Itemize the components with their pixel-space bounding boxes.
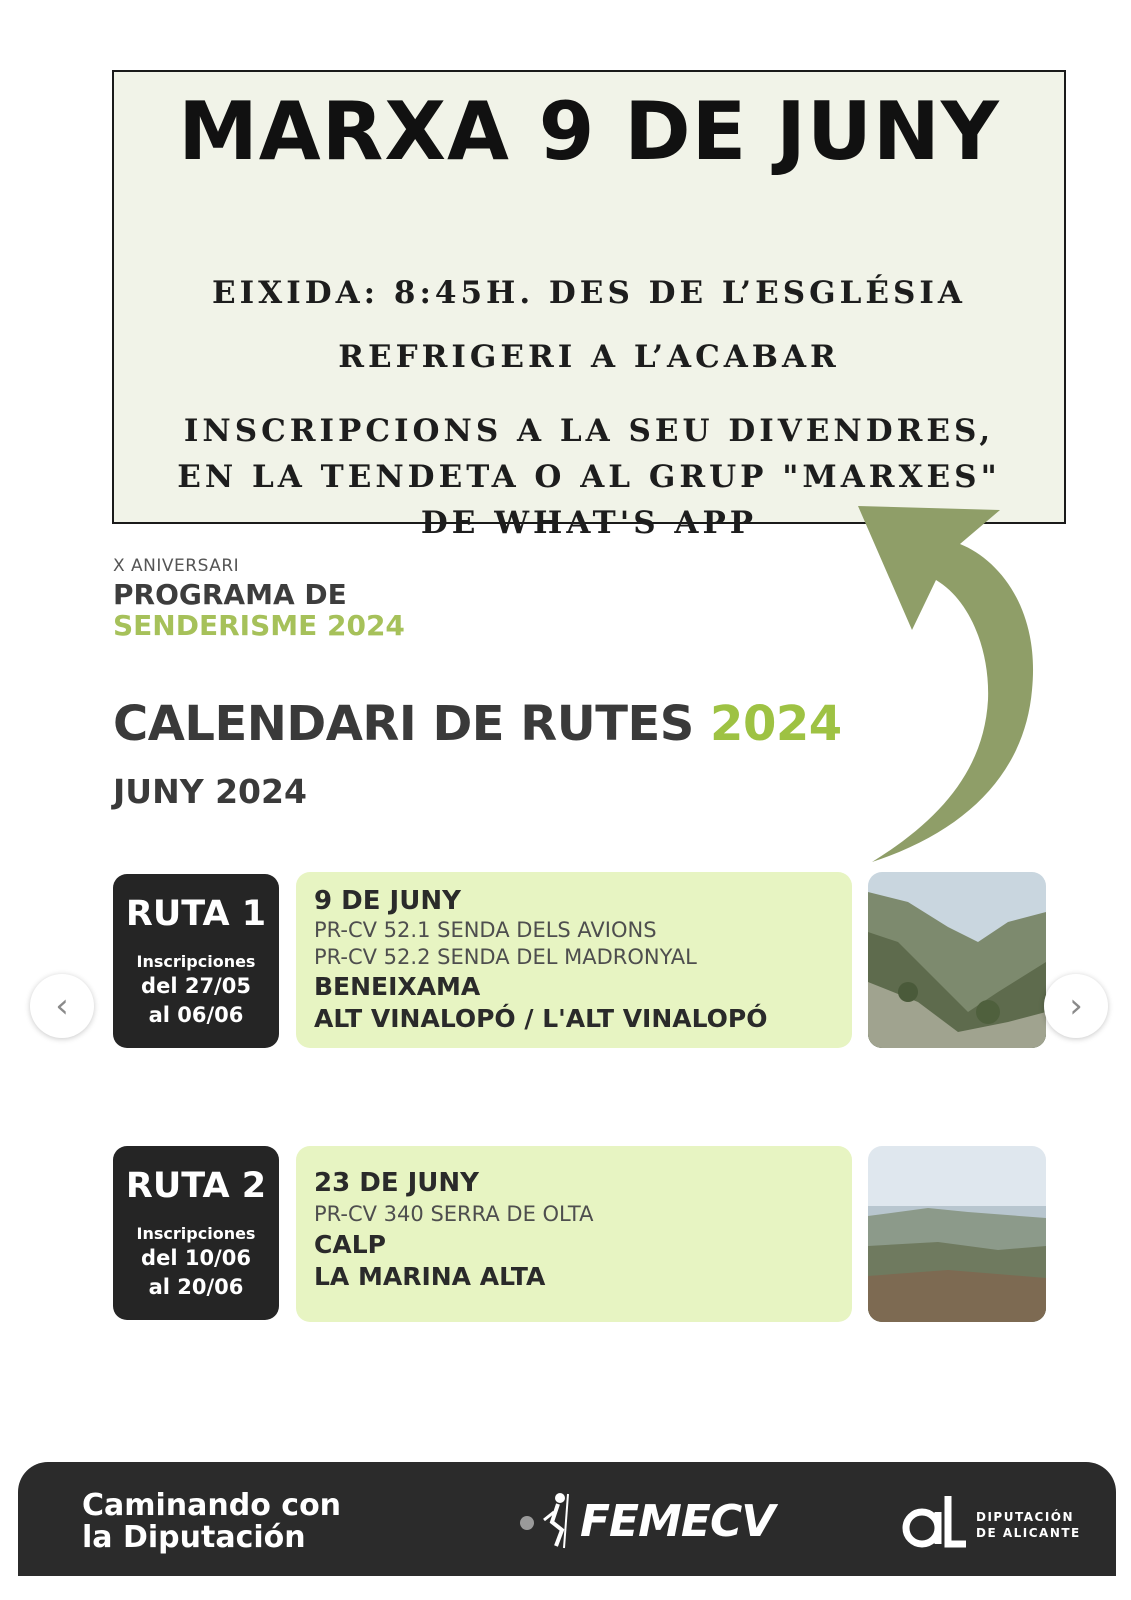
route-card-1 [296,872,852,1048]
route-registration-to: al 20/06 [148,1275,244,1299]
calendar-month: JUNY 2024 [113,772,307,811]
event-notice [112,70,1066,541]
carousel-prev-button[interactable] [30,974,94,1038]
route-registration-label: Inscripciones [136,952,256,971]
route-name: RUTA 2 [125,1166,267,1206]
calendar-title [113,696,842,752]
route-path-1: PR-CV 340 SERRA DE OLTA [314,1202,594,1226]
separator-dot [520,1516,534,1530]
route-registration-from: del 27/05 [141,974,251,998]
notice-registration-line-3: DE WHAT'S APP [420,505,758,541]
curved-arrow-icon [850,470,1080,890]
route-region: ALT VINALOPÓ / L'ALT VINALOPÓ [314,1004,768,1033]
program-title-2: SENDERISME 2024 [113,609,405,642]
notice-departure: EIXIDA: 8:45H. DES DE L’ESGLÉSIA [212,275,966,311]
notice-registration-line-2: EN LA TENDETA O AL GRUP "MARXES" [177,459,1001,495]
route-photo-1 [868,872,1046,1048]
route-badge-1 [113,874,279,1048]
route-badge-2 [113,1146,279,1320]
diputacion-name-2: DE ALICANTE [976,1526,1081,1540]
route-photo-2 [868,1146,1046,1322]
hiker-icon [538,1490,578,1550]
chevron-left-icon: ‹ [55,986,69,1026]
sponsor-footer [18,1462,1116,1576]
route-card-2 [296,1146,852,1322]
carousel-next-button[interactable] [1044,974,1108,1038]
route-region: LA MARINA ALTA [314,1262,546,1291]
route-town: CALP [314,1230,386,1259]
route-date: 23 DE JUNY [314,1168,480,1198]
notice-refreshment: REFRIGERI A L’ACABAR [338,339,840,375]
notice-title: MARXA 9 DE JUNY [178,85,1000,178]
diputacion-name-1: DIPUTACIÓN [976,1510,1075,1524]
calendar-title-text: CALENDARI DE RUTES [113,696,694,752]
program-title-1: PROGRAMA DE [113,578,347,611]
calendar-year: 2024 [710,696,842,752]
route-path-1: PR-CV 52.1 SENDA DELS AVIONS [314,918,657,942]
route-registration-label: Inscripciones [136,1224,256,1243]
route-date: 9 DE JUNY [314,886,461,916]
femecv-logo: FEMECV [580,1496,775,1547]
route-registration-to: al 06/06 [148,1003,244,1027]
route-name: RUTA 1 [125,894,267,934]
route-town: BENEIXAMA [314,972,481,1001]
route-path-2: PR-CV 52.2 SENDA DEL MADRONYAL [314,945,697,969]
route-registration-from: del 10/06 [141,1246,251,1270]
chevron-right-icon: › [1069,986,1083,1026]
anniversary-label: X ANIVERSARI [113,556,240,576]
notice-registration-line-1: INSCRIPCIONS A LA SEU DIVENDRES, [183,413,995,449]
diputacion-logo-icon [898,1492,968,1552]
footer-slogan-1: Caminando con [82,1488,342,1523]
footer-slogan-2: la Diputación [82,1520,306,1555]
